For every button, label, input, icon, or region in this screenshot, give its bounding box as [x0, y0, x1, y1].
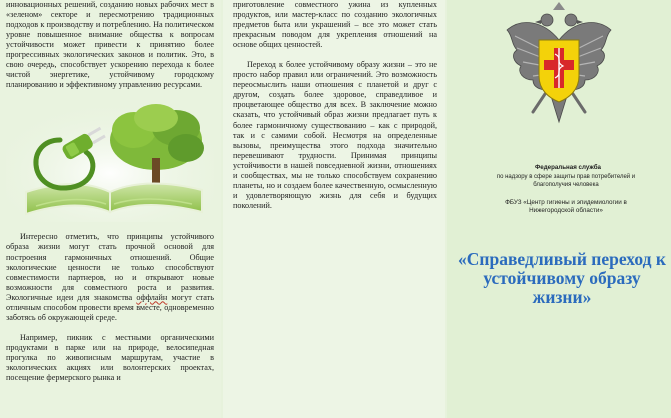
col2-paragraph-2: Переход к более устойчивому образу жизни – это не просто набор правил или ограничений. Это возможность переосмыслить наши отношения с планетой и друг с другом, создать более здоровое, справедливое и процветающее общество для всех. В заключение можно сказать, что устойчивый образ жизни предлагает путь к более гармоничному существованию – как с природой, так и с самими собой. Несмотря на определенные вызовы, преимущества этого подхода значительно перевешивают трудности. Принимая принципы устойчивости в нашей повседневной жизни, отношениях и сообществах, мы не только способствуем сохранению планеты, но и создаем более качественную, осмысленную и удовлетворяющую жизнь для себя и будущих поколений.: [233, 60, 437, 210]
col1-paragraph-3: Например, пикник с местными органическими продуктами в парке или на природе, велосипедная прогулка по живописным маршрутам, участие в экологических акциях или волонтерских проектах, посещение фермерского рынка и: [6, 332, 214, 383]
col1-paragraph-2-text-b: могут стать отличным способом провести время вместе, одновременно заботясь об окружающей среде.: [6, 292, 214, 322]
org-line-2: по надзору в сфере защиты прав потребителей и благополучия человека: [496, 174, 636, 188]
plug-book-tree-illustration: [6, 100, 214, 222]
col1-paragraph-2-text-a: Интересно отметить, что принципы устойчивого образа жизни могут стать прочной основой для построения гармоничных отношений. Общие экологические ценности не только способствуют совместимости партнеров, но и открывают новые возможности для совместного роста и развития. Экологичные идеи для знакомства: [6, 232, 214, 302]
org-line-3: ФБУЗ «Центр гигиены и эпидемиологии в Нижегородской области»: [505, 199, 627, 214]
col2-paragraph-1: приготовление совместного ужина из купленных продуктов, или мастер-класс по созданию экологичных предметов быта или украшений – все это может стать прекрасным поводом для укрепления отношений на основе общих ценностей.: [233, 0, 437, 50]
middle-column: [223, 0, 445, 418]
double-headed-eagle-emblem: [503, 0, 615, 126]
left-column: [0, 0, 221, 418]
col1-paragraph-2-offline-word: оффлайн: [136, 292, 168, 302]
cover-column: [447, 0, 671, 418]
brochure-title: «Справедливый переход к устойчивому образу жизни»: [458, 249, 666, 307]
col1-paragraph-2: [6, 232, 214, 322]
col1-paragraph-1: инновационных решений, созданию новых рабочих мест в «зеленом» секторе и пересмотрению традиционных подходов к производству и потреблению. На политическом уровне повышенное внимание общества к вопросам устойчивости может привести к принятию более прогрессивных экологических законов и политик. Это, в свою очередь, способствует ускорению перехода к более чистой энергетике, устойчивому городскому планированию и эффективному управлению ресурсами.: [6, 0, 214, 90]
org-line-1: Федеральная служба: [534, 164, 601, 171]
